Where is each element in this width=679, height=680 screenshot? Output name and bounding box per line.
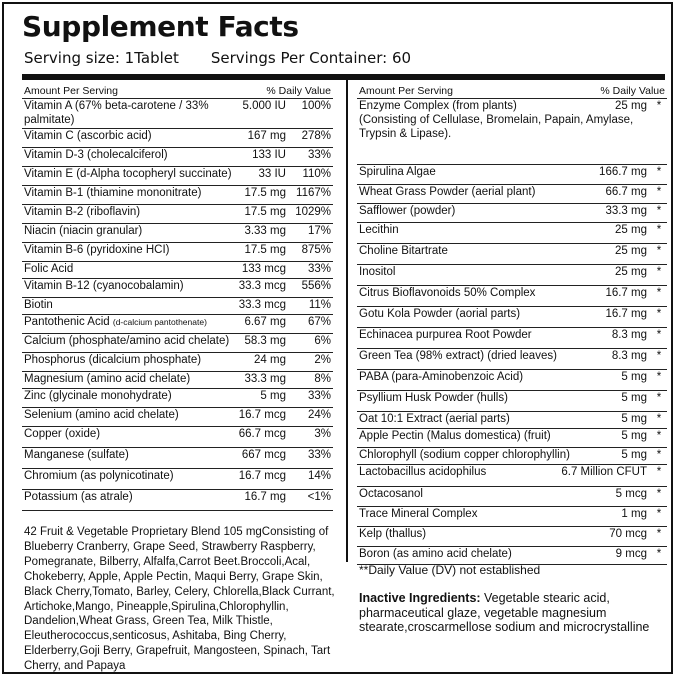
table-row: [357, 465, 667, 487]
ingredient-name-text: Octacosanol: [359, 488, 423, 500]
table-row: [357, 185, 667, 204]
label-title: Supplement Facts: [22, 10, 299, 43]
nutrient-daily-value: 6%: [290, 334, 333, 353]
nutrient-amount: 133 mcg: [220, 262, 290, 279]
header-daily-value: % Daily Value: [266, 85, 331, 97]
nutrient-daily-value: <1%: [290, 490, 333, 511]
nutrient-amount: 5 mg: [220, 389, 290, 408]
nutrient-amount: 17.5 mg: [220, 243, 290, 262]
nutrient-amount: 5.000 IU: [220, 99, 290, 129]
nutrient-name-text: Vitamin B-12 (cyanocobalamin): [24, 280, 184, 292]
ingredient-name: [357, 429, 551, 448]
table-row: [22, 353, 333, 372]
nutrient-name: [22, 372, 220, 389]
ingredient-note: (Consisting of Cellulase, Bromelain, Papain, Amylase, Trypsin & Lipase).: [359, 114, 634, 140]
table-row: [357, 429, 667, 448]
nutrient-name: [22, 205, 220, 224]
nutrient-name-text: Biotin: [24, 299, 53, 311]
supplement-facts-panel: [2, 2, 673, 674]
ingredient-name: [357, 165, 551, 185]
ingredient-daily-value: *: [651, 487, 667, 507]
ingredient-name: [357, 391, 551, 412]
ingredient-name: [357, 487, 551, 507]
ingredient-name-text: Lecithin: [359, 224, 399, 236]
nutrient-name: [22, 148, 220, 167]
nutrient-name-text: Vitamin B-6 (pyridoxine HCI): [24, 244, 170, 256]
nutrient-daily-value: 8%: [290, 372, 333, 389]
table-row: [357, 448, 667, 465]
nutrient-amount: 33.3 mcg: [220, 298, 290, 315]
ingredient-name-text: Oat 10:1 Extract (aerial parts): [359, 413, 510, 425]
nutrient-name-text: Vitamin A (67% beta-carotene / 33% palmitate): [24, 100, 209, 126]
nutrient-name: [22, 129, 220, 148]
table-row: [357, 204, 667, 223]
nutrient-amount: 667 mcg: [220, 448, 290, 469]
ingredient-daily-value: *: [651, 349, 667, 370]
ingredient-daily-value: *: [651, 244, 667, 265]
ingredient-name: [357, 265, 551, 286]
ingredient-daily-value: *: [651, 448, 667, 465]
ingredient-amount: 8.3 mg: [551, 328, 651, 349]
nutrient-name-text: Vitamin E (d-Alpha tocopheryl succinate): [24, 168, 232, 180]
table-row: [22, 148, 333, 167]
nutrient-name-text: Selenium (amino acid chelate): [24, 409, 179, 421]
nutrient-name: [22, 167, 232, 186]
nutrient-amount: 6.67 mg: [220, 315, 290, 334]
nutrient-name-text: Vitamin B-1 (thiamine mononitrate): [24, 187, 202, 199]
nutrient-name-text: Chromium (as polynicotinate): [24, 470, 174, 482]
nutrient-name: [22, 448, 220, 469]
table-row: [357, 265, 667, 286]
table-row: [22, 243, 333, 262]
proprietary-blend-text: 42 Fruit & Vegetable Proprietary Blend 105 mgConsisting of Blueberry Cranberry, Grape Seed, Strawberry Raspberry, Pomegranate, Bilberry, Alfalfa,Carrot Beet.Broccoli,Acal, Chokeberry, Apple, Apple Pectin, Maqui Berry, Grape Skin, Black Cherry,Tomato, Barley, Celery, Chlorella,Black Currant, Artichoke,Mango, Pineapple,Spirulina,Chlorophyllin, Dandelion,Wheat Grass, Green Tea, Milk Thistle, Eleutherococcus,senticosus, Ashitaba, Bing Cherry, Elderberry,Goji Berry, Grapefruit, Mangosteen, Spinach, Tart Cherry, and Papaya: [24, 526, 335, 673]
ingredient-name-text: Psyllium Husk Powder (hulls): [359, 392, 508, 404]
ingredient-amount: 9 mcg: [551, 547, 651, 565]
ingredient-name-text: Inositol: [359, 266, 396, 278]
nutrient-name: [22, 427, 220, 448]
nutrient-daily-value: 14%: [290, 469, 333, 490]
inactive-ingredients-text: Vegetable stearic acid, pharmaceutical glaze, vegetable magnesium stearate,croscarmellose sodium and microcrystalline: [359, 591, 650, 634]
table-header: [22, 84, 333, 99]
table-row: [22, 490, 333, 511]
table-row: [22, 129, 333, 148]
ingredient-amount: 1 mg: [551, 507, 651, 527]
ingredient-daily-value: *: [651, 223, 667, 244]
table-row: [357, 223, 667, 244]
nutrient-daily-value: 3%: [290, 427, 333, 448]
nutrient-name: [22, 224, 220, 243]
ingredient-name-text: Enzyme Complex (from plants): [359, 100, 517, 112]
ingredient-name-text: Kelp (thallus): [359, 528, 427, 540]
nutrient-daily-value: 11%: [290, 298, 333, 315]
nutrient-name-text: Niacin (niacin granular): [24, 225, 143, 237]
table-row: [357, 165, 667, 185]
ingredient-name-text: Lactobacillus acidophilus: [359, 466, 487, 478]
ingredient-daily-value: *: [651, 286, 667, 307]
ingredient-name-text: Apple Pectin (Malus domestica) (fruit): [359, 430, 551, 442]
vitamins-mineral-table: [22, 84, 333, 511]
ingredient-name: [357, 286, 551, 307]
ingredient-name-text: Gotu Kola Powder (aorial parts): [359, 308, 521, 320]
ingredient-name: [357, 244, 551, 265]
thick-divider: [22, 74, 665, 80]
header-daily-value: % Daily Value: [600, 85, 665, 97]
ingredient-daily-value: *: [651, 507, 667, 527]
nutrient-name-detail: (d-calcium pantothenate): [112, 317, 207, 327]
ingredient-name: [357, 527, 551, 547]
nutrient-amount: 133 IU: [220, 148, 290, 167]
table-row: [357, 412, 667, 429]
ingredient-daily-value: *: [651, 185, 667, 204]
table-row: [22, 408, 333, 427]
nutrient-amount: 24 mg: [220, 353, 290, 372]
ingredient-name-text: Choline Bitartrate: [359, 245, 448, 257]
nutrient-daily-value: 100%: [290, 99, 333, 129]
ingredient-amount: 25 mg: [551, 99, 651, 165]
nutrient-name-text: Vitamin B-2 (riboflavin): [24, 206, 141, 218]
nutrient-name: [22, 262, 220, 279]
herbal-ingredients-table: [357, 84, 667, 565]
ingredient-name-text: Spirulina Algae: [359, 166, 436, 178]
table-header: [357, 84, 667, 99]
nutrient-amount: 17.5 mg: [220, 205, 290, 224]
nutrient-name-text: Magnesium (amino acid chelate): [24, 373, 191, 385]
nutrient-amount: 167 mg: [220, 129, 290, 148]
column-divider: [346, 74, 348, 562]
ingredient-amount: 6.7 Million CFUT: [551, 465, 651, 487]
ingredient-amount: 16.7 mg: [551, 307, 651, 328]
table-row: [357, 244, 667, 265]
ingredient-name: [357, 465, 551, 487]
table-row: [357, 527, 667, 547]
table-row: [357, 349, 667, 370]
nutrient-name: [22, 334, 230, 353]
ingredient-daily-value: *: [651, 429, 667, 448]
nutrient-name-text: Copper (oxide): [24, 428, 101, 440]
nutrient-name-text: Pantothenic Acid: [24, 316, 110, 328]
nutrient-amount: 33.3 mg: [220, 372, 290, 389]
nutrient-name-text: Vitamin D-3 (cholecalciferol): [24, 149, 168, 161]
table-row: [22, 186, 333, 205]
table-row: [22, 298, 333, 315]
table-row: [22, 279, 333, 298]
nutrient-name: [22, 353, 220, 372]
nutrient-name-text: Potassium (as atrale): [24, 491, 133, 503]
nutrient-daily-value: 17%: [290, 224, 333, 243]
nutrient-name-text: Phosphorus (dicalcium phosphate): [24, 354, 202, 366]
nutrient-name: [22, 186, 220, 205]
ingredient-name-text: Citrus Bioflavonoids 50% Complex: [359, 287, 536, 299]
ingredient-amount: 33.3 mg: [551, 204, 651, 223]
ingredient-name-text: Echinacea purpurea Root Powder: [359, 329, 532, 341]
nutrient-daily-value: 556%: [290, 279, 333, 298]
ingredient-daily-value: *: [651, 465, 667, 487]
table-row: [22, 427, 333, 448]
nutrient-daily-value: 24%: [290, 408, 333, 427]
ingredient-name: [357, 349, 557, 370]
ingredient-amount: 5 mcg: [551, 487, 651, 507]
table-row: [357, 487, 667, 507]
ingredient-daily-value: *: [651, 412, 667, 429]
table-row: [357, 99, 667, 165]
table-row: [22, 389, 333, 408]
inactive-ingredients: [359, 591, 659, 635]
ingredient-name: [357, 328, 551, 349]
table-row: [22, 315, 333, 334]
ingredient-name: [357, 223, 551, 244]
ingredient-amount: 25 mg: [551, 265, 651, 286]
ingredient-daily-value: *: [651, 547, 667, 565]
table-row: [357, 307, 667, 328]
table-row: [22, 262, 333, 279]
nutrient-daily-value: 1029%: [290, 205, 333, 224]
ingredient-amount: 16.7 mg: [551, 286, 651, 307]
nutrient-name: [22, 469, 220, 490]
ingredient-name: [357, 370, 551, 391]
nutrient-daily-value: 33%: [290, 389, 333, 408]
nutrient-name: [22, 99, 220, 129]
ingredient-name: [357, 185, 551, 204]
ingredient-name: [357, 412, 551, 429]
ingredient-daily-value: *: [651, 265, 667, 286]
ingredient-amount: 25 mg: [551, 244, 651, 265]
nutrient-amount: 33 IU: [220, 167, 290, 186]
nutrient-name: [22, 243, 220, 262]
ingredient-name-text: Wheat Grass Powder (aerial plant): [359, 186, 536, 198]
header-amount-per-serving: Amount Per Serving: [359, 85, 453, 97]
ingredient-daily-value: *: [651, 370, 667, 391]
ingredient-daily-value: *: [651, 391, 667, 412]
nutrient-daily-value: 67%: [290, 315, 333, 334]
nutrient-name: [22, 298, 220, 315]
ingredient-name-text: Trace Mineral Complex: [359, 508, 478, 520]
nutrient-name-text: Vitamin C (ascorbic acid): [24, 130, 152, 142]
nutrient-amount: 17.5 mg: [220, 186, 290, 205]
ingredient-amount: 66.7 mg: [551, 185, 651, 204]
nutrient-daily-value: 1167%: [290, 186, 333, 205]
serving-info: [24, 48, 411, 68]
ingredient-amount: 5 mg: [551, 412, 651, 429]
nutrient-name: [22, 389, 220, 408]
nutrient-name-text: Calcium (phosphate/amino acid chelate): [24, 335, 230, 347]
table-row: [22, 167, 333, 186]
serving-size: Serving size: 1Tablet: [24, 49, 179, 67]
table-row: [357, 286, 667, 307]
nutrient-name: [22, 279, 220, 298]
ingredient-daily-value: *: [651, 527, 667, 547]
ingredient-amount: 5 mg: [551, 429, 651, 448]
nutrient-daily-value: 278%: [290, 129, 333, 148]
nutrient-daily-value: 33%: [290, 148, 333, 167]
ingredient-amount: 5 mg: [551, 448, 651, 465]
nutrient-name: [22, 315, 220, 334]
nutrient-daily-value: 2%: [290, 353, 333, 372]
ingredient-name: [357, 204, 551, 223]
header-amount-per-serving: Amount Per Serving: [24, 85, 118, 97]
servings-per-container: Servings Per Container: 60: [210, 49, 412, 67]
nutrient-amount: 3.33 mg: [220, 224, 290, 243]
ingredient-name-text: Safflower (powder): [359, 205, 456, 217]
nutrient-amount: 16.7 mg: [220, 490, 290, 511]
table-row: [22, 334, 333, 353]
ingredient-amount: 5 mg: [551, 391, 651, 412]
nutrient-daily-value: 33%: [290, 448, 333, 469]
ingredient-amount: 70 mcg: [551, 527, 651, 547]
nutrient-amount: 16.7 mcg: [220, 469, 290, 490]
ingredient-name-text: Boron (as amino acid chelate): [359, 548, 512, 560]
ingredient-daily-value: *: [651, 307, 667, 328]
table-row: [22, 224, 333, 243]
table-row: [22, 448, 333, 469]
nutrient-amount: 66.7 mcg: [220, 427, 290, 448]
ingredient-name-text: PABA (para-Aminobenzoic Acid): [359, 371, 524, 383]
table-row: [22, 205, 333, 224]
ingredient-name: [357, 507, 551, 527]
ingredient-name: [357, 307, 551, 328]
nutrient-name-text: Manganese (sulfate): [24, 449, 129, 461]
table-row: [22, 372, 333, 389]
inactive-ingredients-label: Inactive Ingredients:: [359, 591, 481, 605]
nutrient-name-text: Zinc (glycinale monohydrate): [24, 390, 172, 402]
nutrient-name: [22, 408, 220, 427]
nutrient-amount: 58.3 mg: [220, 334, 290, 353]
nutrient-name-text: Folic Acid: [24, 263, 74, 275]
table-row: [357, 370, 667, 391]
ingredient-name: [357, 448, 570, 465]
table-row: [357, 328, 667, 349]
nutrient-name: [22, 490, 220, 511]
ingredient-amount: 166.7 mg: [551, 165, 651, 185]
table-row: [357, 391, 667, 412]
ingredient-amount: 25 mg: [551, 223, 651, 244]
nutrient-amount: 16.7 mcg: [220, 408, 290, 427]
ingredient-amount: 8.3 mg: [551, 349, 651, 370]
ingredient-daily-value: *: [651, 99, 667, 165]
nutrient-amount: 33.3 mcg: [220, 279, 290, 298]
table-row: [22, 99, 333, 129]
ingredient-name-text: Chlorophyll (sodium copper chlorophyllin): [359, 449, 570, 461]
nutrient-daily-value: 110%: [290, 167, 333, 186]
ingredient-daily-value: *: [651, 204, 667, 223]
ingredient-daily-value: *: [651, 328, 667, 349]
ingredient-daily-value: *: [651, 165, 667, 185]
ingredient-amount: 5 mg: [551, 370, 651, 391]
nutrient-daily-value: 875%: [290, 243, 333, 262]
ingredient-name-text: Green Tea (98% extract) (dried leaves): [359, 350, 557, 362]
table-row: [357, 507, 667, 527]
table-row: [22, 469, 333, 490]
daily-value-footnote: **Daily Value (DV) not established: [359, 563, 541, 577]
nutrient-daily-value: 33%: [290, 262, 333, 279]
